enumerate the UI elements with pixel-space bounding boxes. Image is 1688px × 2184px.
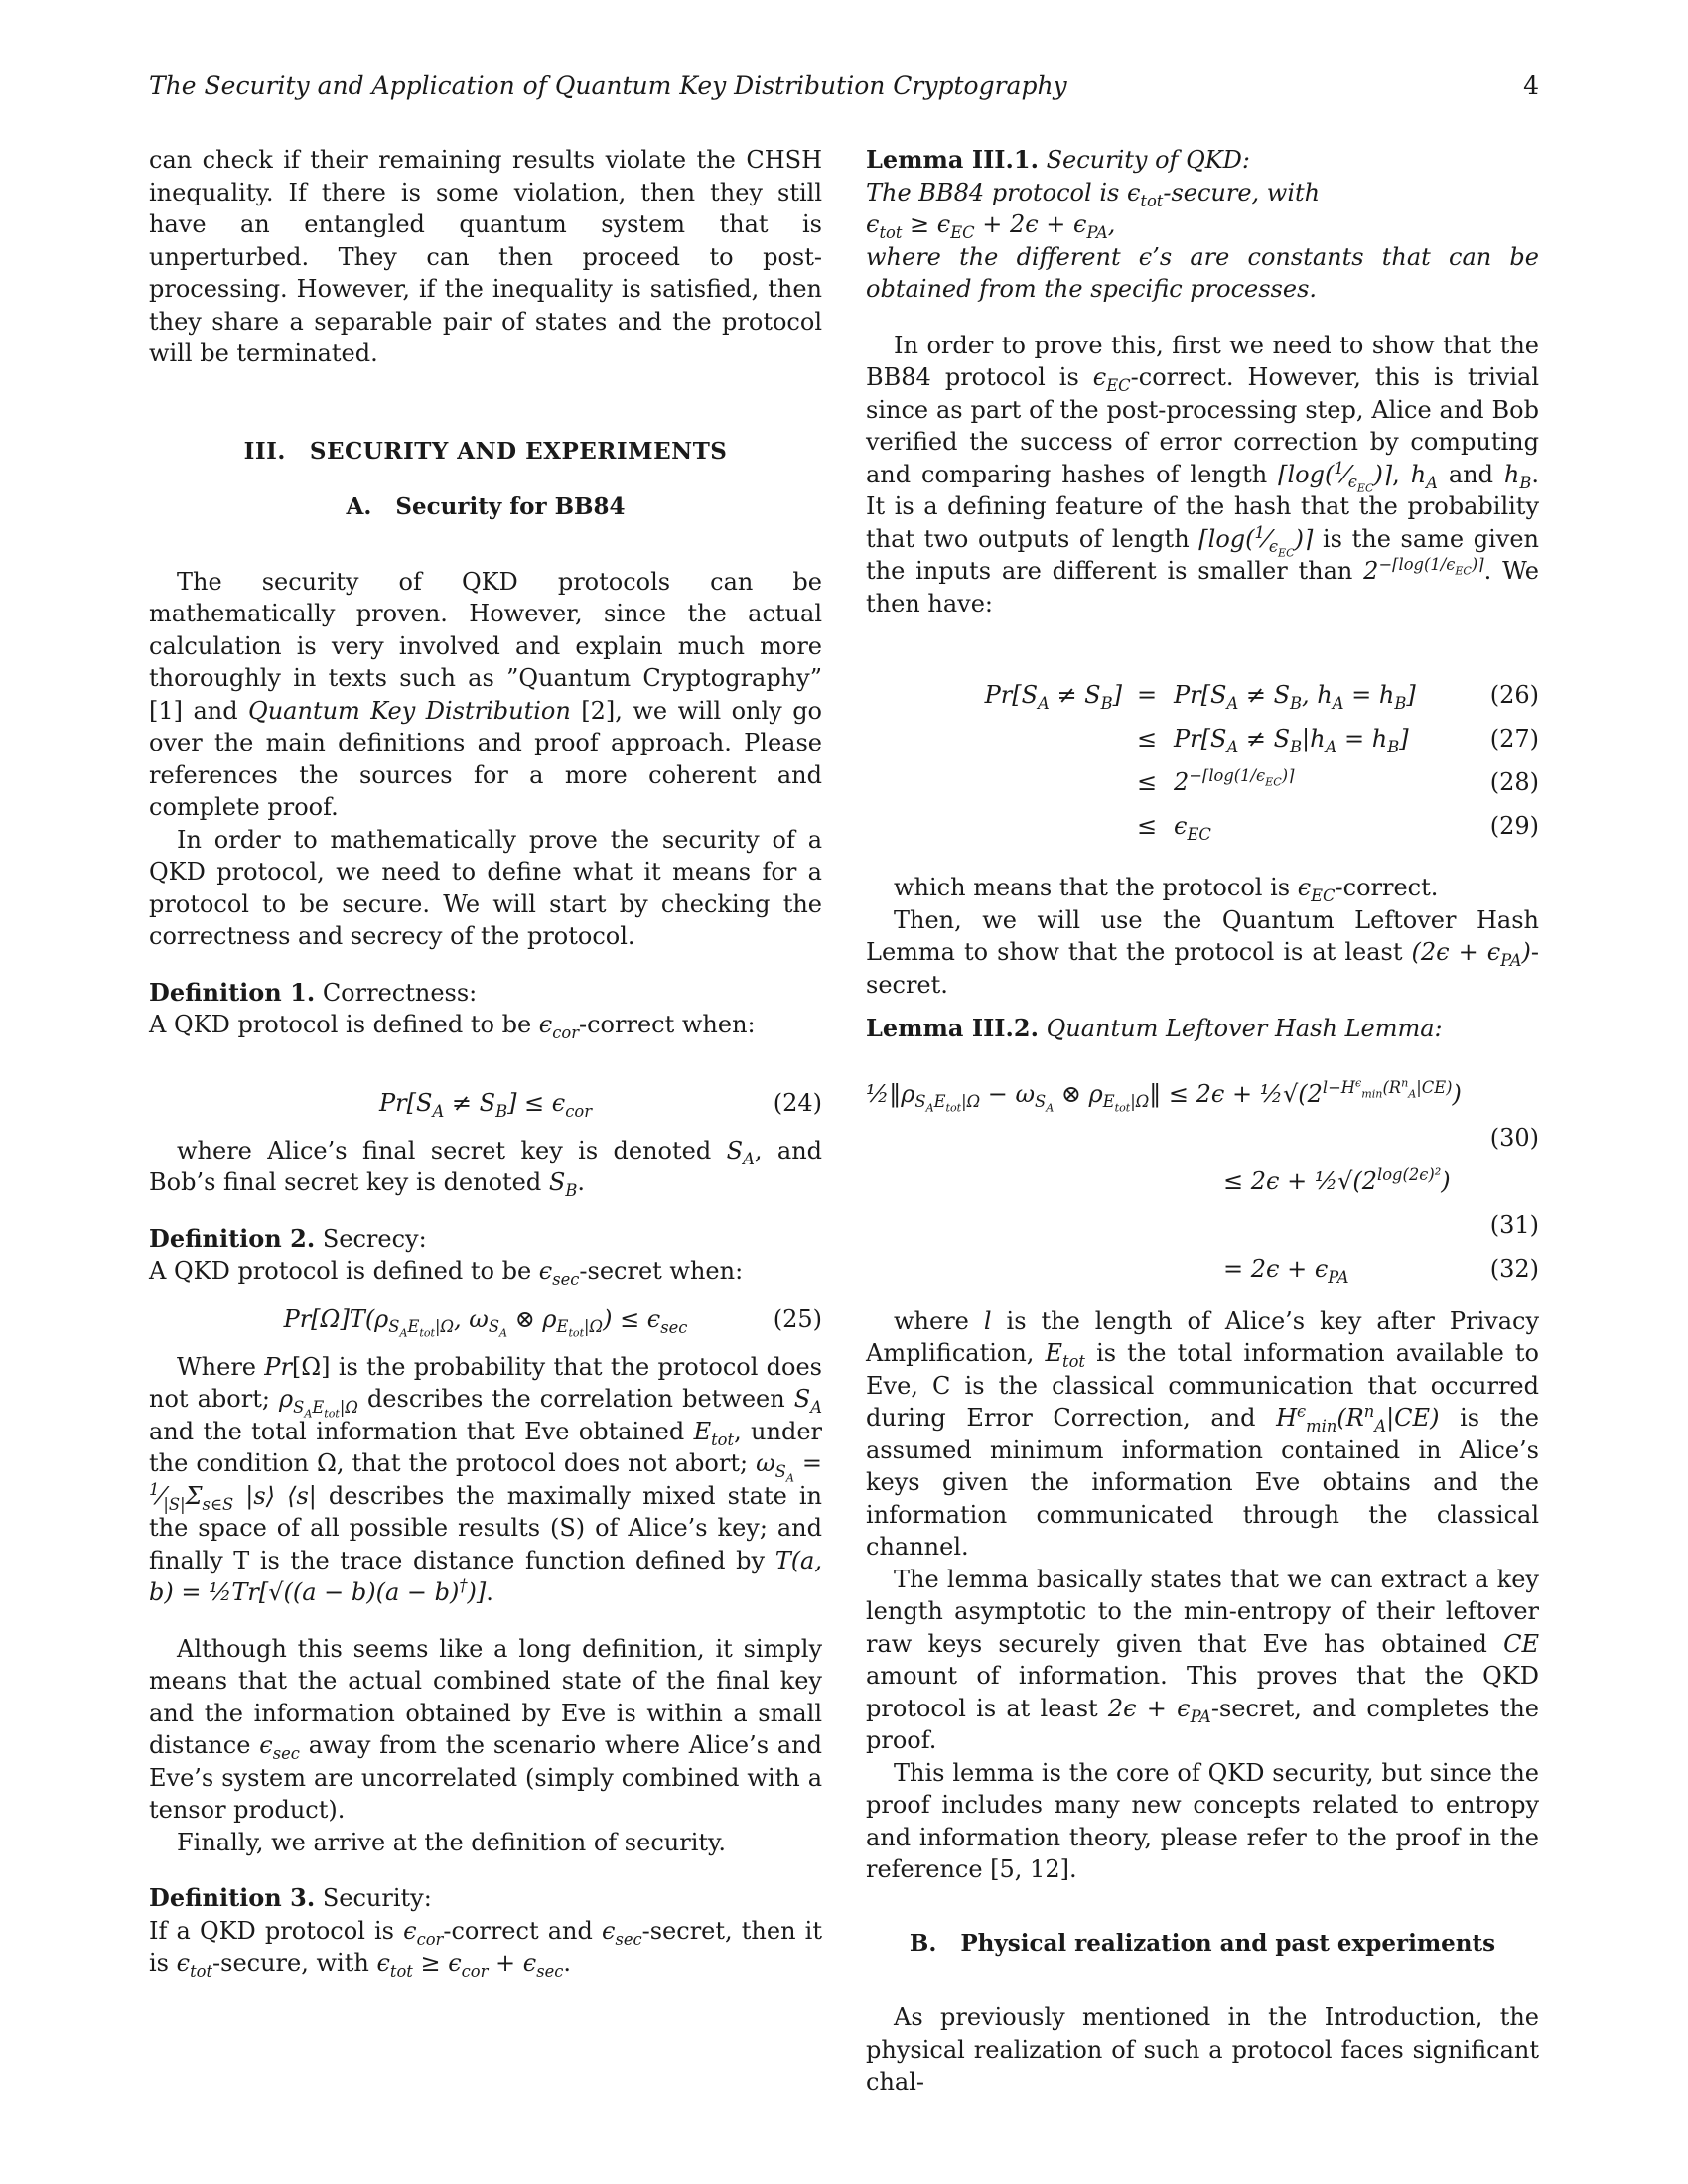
definition-3: Definition 3. Security: xyxy=(149,1883,432,1912)
equation-number: (24) xyxy=(773,1088,822,1117)
paragraph-chsh: can check if their remaining results violate the CHSH inequality. If there is some violation, then they still have an entangled quantum system that is unperturbed. They can then proceed to post-processing. However, if the inequality is satisfied, then they share a separable pair of states and the protocol will be terminated. xyxy=(149,146,822,367)
lemma-1: Lemma III.1. Security of QKD: xyxy=(866,145,1250,174)
paragraph-keys-denoted: where Alice’s final secret key is denoted $S_A$, and Bob’s final secret key is denoted $S_B$. xyxy=(149,1136,823,1200)
paragraph-abort-probability: Where Pr[Ω] is the probability that the protocol does not abort; $\rho_{S_AE_{tot}|\Omega}$ describes the correlation between $S_A$ and the total information that Eve obtained $E_{tot}$, under the condition Ω, that the protocol does not abort; $\omega_{S_A}$ = $^1⁄_{|S|}\Sigma_{s\in S}$ |s⟩ ⟨s| describes the maximally mixed state in the space of all possible results (S) of Alice’s key; and finally T is the trace distance function defined by T(a, b) = ½Tr[√((a − b)(a − b)†)]. xyxy=(149,1352,823,1606)
right-column xyxy=(866,144,1539,2099)
paragraph-prove-correct: In order to prove this, first we need to show that the BB84 protocol is $\epsilon_{EC}$-correct. However, this is trivial since as part of the post-processing step, Alice and Bob verified the success of error correction by computing and comparing hashes of length $⌈\log(^1⁄_{\epsilon_{EC}})⌉$, $h_A$ and $h_B$. It is a defining feature of the hash that the probability that two outputs of length $⌈\log(^1⁄_{\epsilon_{EC}})⌉$ is the same given the inputs are different is smaller than $2^{-⌈log(1/\epsilon_{EC})⌉}$. We then have: xyxy=(866,331,1540,617)
definition-2-text: A QKD protocol is defined to be $\epsilon_{sec}$-secret when: xyxy=(149,1257,744,1289)
subsection-number-b: B. xyxy=(909,1929,937,1957)
equation-number: (29) xyxy=(1489,812,1539,840)
subsection-title-b: Physical realization and past experiments xyxy=(960,1929,1496,1957)
equation-array-30-32 xyxy=(866,1069,1539,1294)
equation-number: (26) xyxy=(1489,681,1539,709)
paragraph-where-l: where l is the length of Alice’s key after Privacy Amplification, $E_{tot}$ is the total information available to Eve, C is the classical communication that occurred during Error Correction, and $H^\epsilon_{min}(R^n_A|CE)$ is the assumed minimum information contained in Alice’s keys given the information Eve obtains and the information communicated through the classical channel. xyxy=(866,1306,1539,1561)
equation-25: $Pr[\Omega]T(\rho_{S_AE_{tot}|\Omega}$, $\omega_{S_A}$ ⊗ $\rho_{E_{tot}|\Omega}) \le \epsilon_{sec}$ (25) xyxy=(149,1299,822,1339)
paragraph-physical-realization: As previously mentioned in the Introduction, the physical realization of such a protocol faces significant chal- xyxy=(866,2003,1539,2096)
definition-1: Definition 1. Correctness: xyxy=(149,977,478,1007)
equation-number: (27) xyxy=(1489,725,1539,752)
equation-number: (25) xyxy=(773,1304,822,1333)
paragraph-define-secure: In order to mathematically prove the security of a QKD protocol, we need to define what it means for a protocol to be secure. We will start by checking the correctness and secrecy of the protocol. xyxy=(149,825,822,950)
running-header xyxy=(149,71,1539,100)
section-title: SECURITY AND EXPERIMENTS xyxy=(309,437,728,465)
page-number: 4 xyxy=(1523,71,1539,100)
lemma-1-line-1: The BB84 protocol is $\epsilon_{tot}$-secure, with xyxy=(866,178,1321,210)
equation-27: ≤ $Pr[S_A \ne S_B|h_A = h_B]$ (27) xyxy=(866,717,1539,760)
subsection-heading-b xyxy=(866,1928,1539,1961)
equation-28: ≤ $2^{-⌈log(1/\epsilon_{EC})⌉}$ (28) xyxy=(866,760,1539,804)
section-number: III. xyxy=(243,437,286,465)
paragraph-leftover-hash: Then, we will use the Quantum Leftover Hash Lemma to show that the protocol is at least $(2\epsilon + \epsilon_{PA})$-secret. xyxy=(866,905,1539,999)
equation-number: (28) xyxy=(1489,768,1539,796)
paragraph-lemma-states: The lemma basically states that we can extract a key length asymptotic to the min-entropy of their leftover raw keys securely given that Eve has obtained CE amount of information. This proves that the QKD protocol is at least $2\epsilon + \epsilon_{PA}$-secret, and completes the proof. xyxy=(866,1565,1539,1754)
paragraph-core-security: This lemma is the core of QKD security, but since the proof includes many new concepts related to entropy and information theory, please refer to the proof in the reference [5, 12]. xyxy=(866,1758,1539,1883)
paragraph-long-definition: Although this seems like a long definition, it simply means that the actual combined state of the final key and the information obtained by Eve is within a small distance $\epsilon_{sec}$ away from the scenario where Alice’s and Eve’s system are uncorrelated (simply combined with a tensor product). xyxy=(149,1634,823,1824)
left-column xyxy=(149,144,822,1979)
definition-2: Definition 2. Secrecy: xyxy=(149,1223,427,1253)
equation-number: (30) xyxy=(1489,1123,1539,1152)
equation-30: $\frac{1}{2}‖\rho_{S_AE_{tot}|\Omega} - \omega_{S_A}$ ⊗ $\rho_{E_{tot}|\Omega}‖ \le 2\epsilon$ + $\frac{1}{2}√(2^{l-H^\epsilon_{min}(R^n_A|CE)})$ xyxy=(866,1076,1462,1115)
definition-1-text: A QKD protocol is defined to be $\epsilon_{cor}$-correct when: xyxy=(149,1011,756,1042)
subsection-heading-a xyxy=(149,491,822,524)
equation-29: ≤ $\epsilon_{EC}$ (29) xyxy=(866,804,1539,848)
lemma-2: Lemma III.2. Quantum Leftover Hash Lemma: xyxy=(866,1014,1443,1042)
paragraph-which-means: which means that the protocol is $\epsilon_{EC}$-correct. xyxy=(894,874,1439,905)
equation-number: (31) xyxy=(1489,1210,1539,1239)
equation-24: $Pr[S_A \ne S_B] \le \epsilon_{cor}$ (24) xyxy=(149,1083,822,1123)
paragraph-finally: Finally, we arrive at the definition of security. xyxy=(177,1828,727,1856)
subsection-title-a: Security for BB84 xyxy=(395,493,626,520)
definition-3-text: If a QKD protocol is $\epsilon_{cor}$-correct and $\epsilon_{sec}$-secret, then it is $\epsilon_{tot}$-secure, with $\epsilon_{tot} \ge \epsilon_{cor} + \epsilon_{sec}$. xyxy=(149,1916,822,1980)
equation-32: = $2\epsilon + \epsilon_{PA}$ (32) xyxy=(866,1244,1539,1294)
lemma-1-line-3: where the different ϵ’s are constants that can be obtained from the specific processes. xyxy=(866,242,1539,303)
equation-array-26-29 xyxy=(866,673,1539,848)
equation-number: (32) xyxy=(1489,1254,1539,1283)
lemma-1-line-2: $\epsilon_{tot} \ge \epsilon_{EC} + 2\epsilon + \epsilon_{PA}$, xyxy=(866,210,1116,242)
equation-31: ≤ $2\epsilon + \frac{1}{2}√(2^{log(2\epsilon)^2})$ xyxy=(1223,1164,1451,1195)
section-heading xyxy=(149,436,822,469)
paragraph-security-intro: The security of QKD protocols can be mathematically proven. However, since the actual calculation is very involved and explain much more thoroughly in texts such as ”Quantum Cryptography” [1] and Quantum Key Distribution [2], we will only go over the main definitions and proof approach. Please references the sources for a more coherent and complete proof. xyxy=(149,567,823,821)
running-title: The Security and Application of Quantum Key Distribution Cryptography xyxy=(149,71,1067,100)
subsection-number-a: A. xyxy=(346,493,372,520)
equation-26: $Pr[S_A \ne S_B]$ = $Pr[S_A \ne S_B$, $h_A = h_B$] (26) xyxy=(866,673,1539,717)
